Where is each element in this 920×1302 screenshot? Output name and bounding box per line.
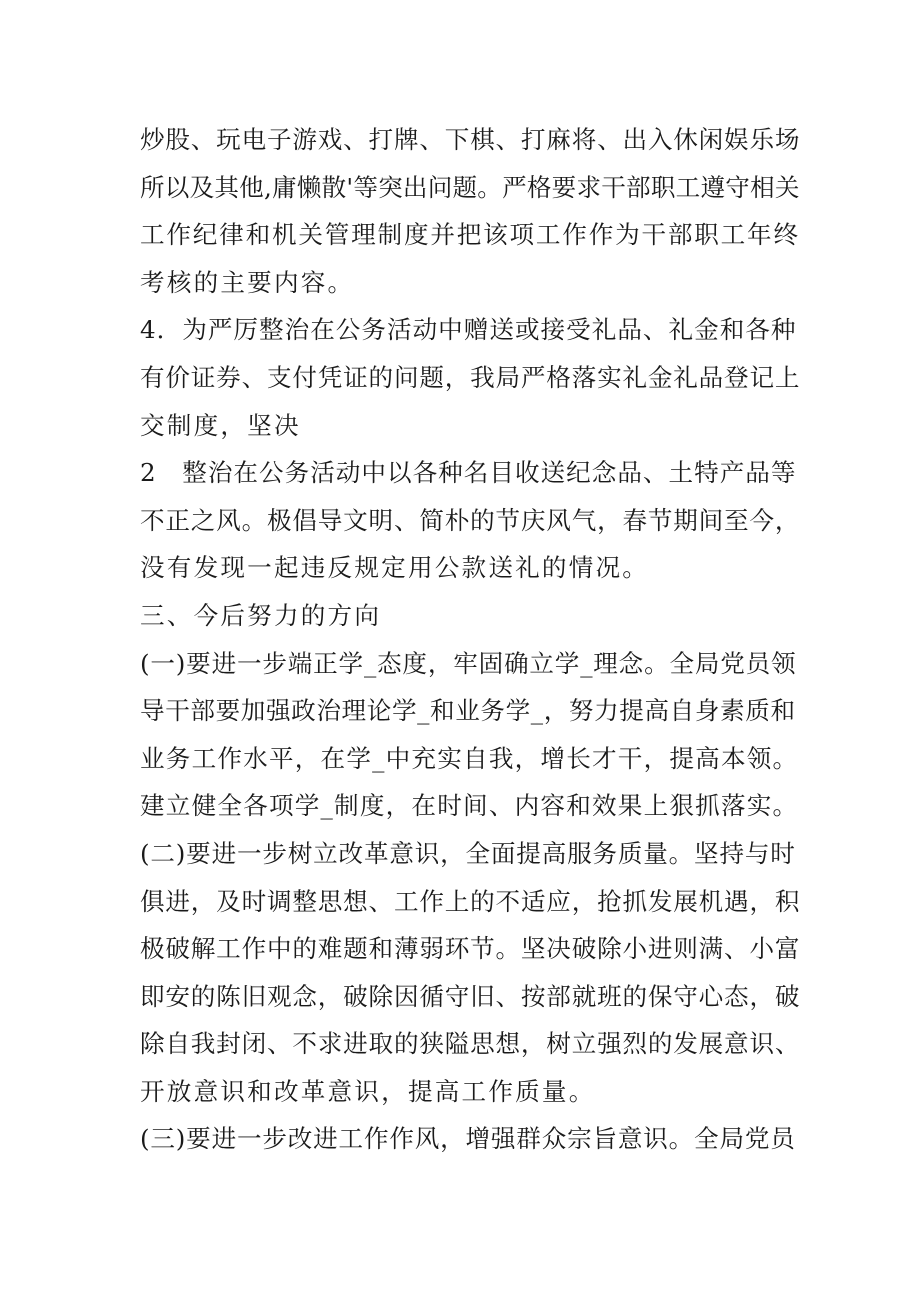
text-line: 不正之风。极倡导文明、简朴的节庆风气，春节期间至今，	[140, 505, 801, 535]
text-line: (二)要进一步树立改革意识，全面提高服务质量。坚持与时	[140, 838, 796, 868]
text-line: 工作纪律和机关管理制度并把该项工作作为干部职工年终	[140, 220, 800, 250]
text-line: 开放意识和改革意识，提高工作质量。	[140, 1076, 596, 1106]
text-line: 有价证券、支付凭证的问题，我局严格落实礼金礼品登记上	[140, 362, 801, 392]
text-line: 建立健全各项学_制度，在时间、内容和效果上狠抓落实。	[140, 791, 799, 821]
section-heading: 三、今后努力的方向	[140, 600, 382, 630]
text-line: 极破解工作中的难题和薄弱环节。坚决破除小进则满、小富	[140, 934, 801, 964]
text-line: 除自我封闭、不求进取的狭隘思想，树立强烈的发展意识、	[140, 1029, 801, 1059]
text-line: (三)要进一步改进工作作风，增强群众宗旨意识。全局党员	[140, 1124, 796, 1154]
text-line: 导干部要加强政治理论学_和业务学_，努力提高自身素质和	[140, 696, 796, 726]
text-line: 交制度，坚决	[140, 410, 301, 440]
text-line: 所以及其他,庸懒散'等突出问题。严格要求干部职工遵守相关	[140, 172, 800, 202]
document-body	[140, 116, 800, 1163]
text-line: 没有发现一起违反规定用公款送礼的情况。	[140, 553, 650, 583]
text-line: 即安的陈旧观念，破除因循守旧、按部就班的保守心态，破	[140, 981, 801, 1011]
text-line: 俱进，及时调整思想、工作上的不适应，抢抓发展机遇，积	[140, 886, 801, 916]
text-line: 业务工作水平，在学_中充实自我，增长才干，提高本领。	[140, 743, 799, 773]
text-line: 2 整治在公务活动中以各种名目收送纪念品、土特产品等	[140, 458, 797, 488]
text-line: 4．为严厉整治在公务活动中赠送或接受礼品、礼金和各种	[140, 315, 797, 345]
text-line: 炒股、玩电子游戏、打牌、下棋、打麻将、出入休闲娱乐场	[140, 125, 801, 154]
text-line: (一)要进一步端正学_态度，牢固确立学_理念。全局党员领	[140, 648, 797, 678]
text-line: 考核的主要内容。	[140, 267, 355, 297]
